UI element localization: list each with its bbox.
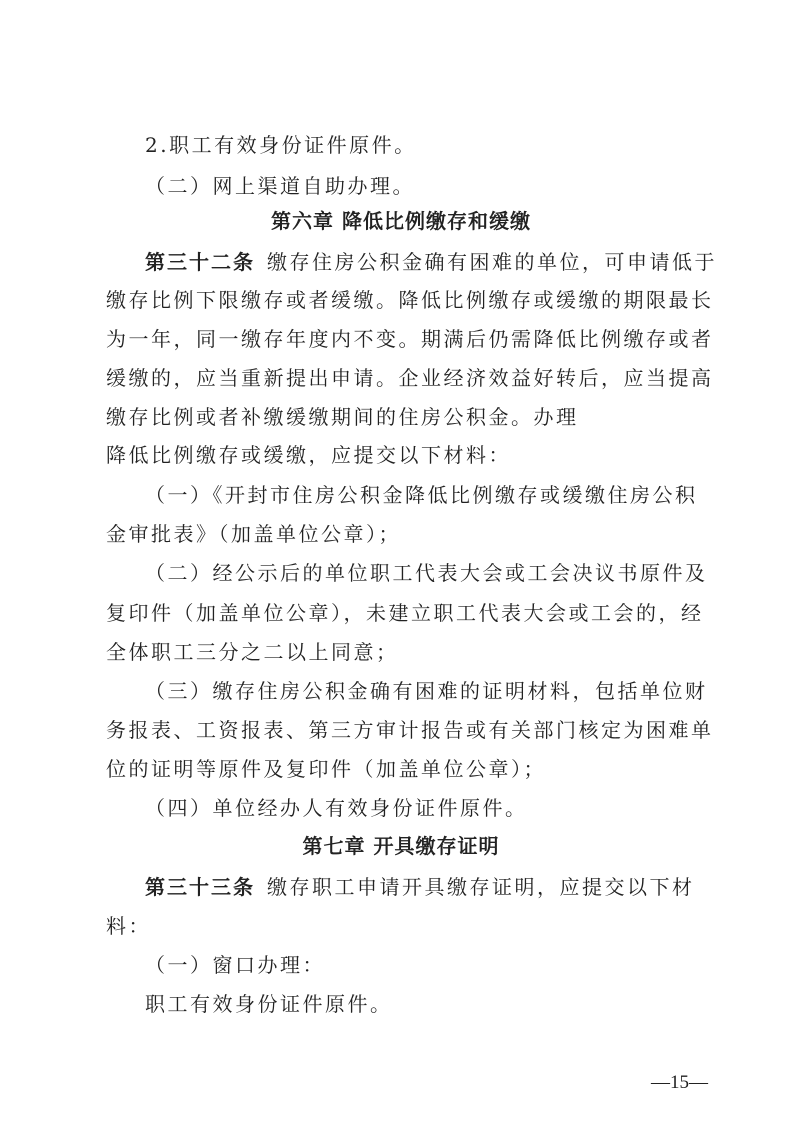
paragraph-line: （二）网上渠道自助办理。 [145, 174, 415, 198]
paragraph-line: 金审批表》（加盖单位公章）； [106, 522, 401, 546]
paragraph-line: 缓缴的，应当重新提出申请。企业经济效益好转后，应当提高 [106, 366, 714, 390]
paragraph-line: （一）窗口办理： [145, 953, 325, 977]
article-text: 缴存职工申请开具缴存证明，应提交以下材 [267, 875, 695, 899]
paragraph-line: 降低比例缴存或缓缴，应提交以下材料： [106, 443, 511, 467]
chapter-heading: 第六章 降低比例缴存和缓缴 [271, 209, 531, 233]
paragraph-line [145, 250, 755, 274]
paragraph-line: 务报表、工资报表、第三方审计报告或有关部门核定为困难单 [106, 718, 714, 742]
paragraph-line: 复印件（加盖单位公章），未建立职工代表大会或工会的，经 [106, 601, 704, 625]
paragraph-line: （三）缴存住房公积金确有困难的证明材料，包括单位财 [145, 679, 708, 703]
paragraph-line: 缴存比例或者补缴缓缴期间的住房公积金。办理 [106, 405, 579, 429]
paragraph-line: 位的证明等原件及复印件（加盖单位公章）； [106, 757, 546, 781]
paragraph-line: 职工有效身份证件原件。 [145, 992, 393, 1016]
paragraph-line: 料： [106, 914, 151, 938]
paragraph-line: 为一年，同一缴存年度内不变。期满后仍需降低比例缴存或者 [106, 327, 714, 351]
article-text: 缴存住房公积金确有困难的单位，可申请低于 [267, 250, 717, 274]
article-label: 第三十二条 [145, 250, 255, 274]
paragraph-line: （二）经公示后的单位职工代表大会或工会决议书原件及 [145, 561, 708, 585]
paragraph-line [145, 875, 755, 899]
page-number: —15— [651, 1072, 708, 1093]
chapter-heading: 第七章 开具缴存证明 [302, 834, 500, 858]
paragraph-line: 2.职工有效身份证件原件。 [145, 133, 417, 157]
paragraph-line: （四）单位经办人有效身份证件原件。 [145, 796, 528, 820]
paragraph-line: （一）《开封市住房公积金降低比例缴存或缓缴住房公积 [145, 483, 698, 507]
paragraph-line: 缴存比例下限缴存或者缓缴。降低比例缴存或缓缴的期限最长 [106, 288, 714, 312]
paragraph-line: 全体职工三分之二以上同意； [106, 640, 399, 664]
article-label: 第三十三条 [145, 875, 255, 899]
